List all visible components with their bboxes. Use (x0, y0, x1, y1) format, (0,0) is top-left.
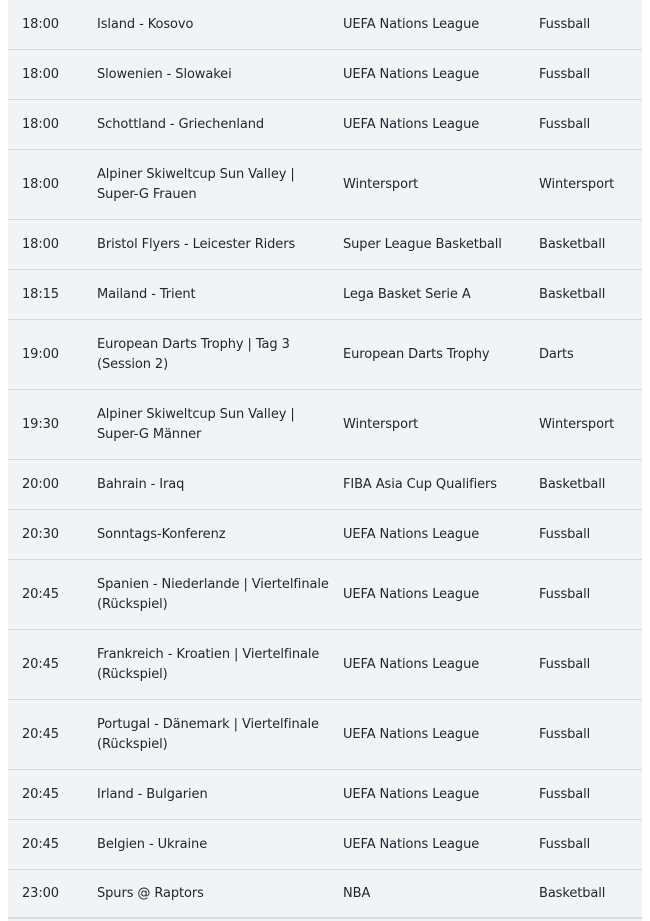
time-cell: 20:45 (22, 786, 59, 802)
time-cell: 18:00 (22, 176, 59, 192)
sport-cell: Basketball (539, 885, 606, 901)
event-cell: Bahrain - Iraq (97, 476, 185, 492)
time-cell: 20:45 (22, 656, 59, 672)
sport-cell: Fussball (539, 526, 591, 542)
time-cell: 20:45 (22, 586, 59, 602)
time-cell: 18:00 (22, 66, 59, 82)
sport-cell: Fussball (539, 66, 591, 82)
competition-cell: Wintersport (343, 416, 419, 432)
competition-cell: UEFA Nations League (343, 656, 480, 672)
table-row[interactable] (8, 50, 642, 100)
event-cell: Irland - Bulgarien (97, 786, 208, 802)
sport-cell: Basketball (539, 236, 606, 252)
competition-cell: UEFA Nations League (343, 66, 480, 82)
event-cell: Island - Kosovo (97, 16, 194, 32)
time-cell: 18:00 (22, 16, 59, 32)
time-cell: 20:00 (22, 476, 59, 492)
table-row[interactable] (8, 0, 642, 50)
event-cell: Bristol Flyers - Leicester Riders (97, 236, 296, 252)
event-cell: Alpiner Skiweltcup Sun Valley | Super-G Frauen (97, 166, 295, 202)
time-cell: 18:00 (22, 116, 59, 132)
time-cell: 19:30 (22, 416, 59, 432)
event-cell: Schottland - Griechenland (97, 116, 265, 132)
event-cell: Spanien - Niederlande | Viertelfinale (Rückspiel) (97, 576, 329, 612)
competition-cell: UEFA Nations League (343, 726, 480, 742)
event-cell: Spurs @ Raptors (97, 885, 204, 901)
event-cell: Slowenien - Slowakei (97, 66, 232, 82)
time-cell: 20:45 (22, 726, 59, 742)
table-row[interactable] (8, 270, 642, 320)
event-cell: Sonntags-Konferenz (97, 526, 226, 542)
event-cell: Belgien - Ukraine (97, 836, 208, 852)
time-cell: 19:00 (22, 346, 59, 362)
sport-cell: Fussball (539, 656, 591, 672)
event-cell: Alpiner Skiweltcup Sun Valley | Super-G Männer (97, 406, 295, 442)
time-cell: 23:00 (22, 885, 59, 901)
table-row[interactable] (8, 560, 642, 630)
competition-cell: Lega Basket Serie A (343, 286, 471, 302)
competition-cell: UEFA Nations League (343, 586, 480, 602)
table-row[interactable] (8, 700, 642, 770)
competition-cell: UEFA Nations League (343, 526, 480, 542)
competition-cell: Wintersport (343, 176, 419, 192)
sport-cell: Basketball (539, 476, 606, 492)
sport-cell: Fussball (539, 836, 591, 852)
sport-cell: Basketball (539, 286, 606, 302)
event-cell: Frankreich - Kroatien | Viertelfinale (Rückspiel) (97, 646, 320, 682)
sport-cell: Darts (539, 346, 574, 362)
table-row[interactable] (8, 390, 642, 460)
table-row[interactable] (8, 630, 642, 700)
event-cell: European Darts Trophy | Tag 3 (Session 2) (97, 336, 290, 372)
event-cell: Mailand - Trient (97, 286, 196, 302)
schedule-table (8, 0, 642, 921)
table-row[interactable] (8, 820, 642, 870)
table-row[interactable] (8, 770, 642, 820)
competition-cell: Super League Basketball (343, 236, 502, 252)
sport-cell: Wintersport (539, 416, 615, 432)
table-row[interactable] (8, 320, 642, 390)
time-cell: 20:30 (22, 526, 59, 542)
table-row[interactable] (8, 870, 642, 919)
sport-cell: Fussball (539, 726, 591, 742)
time-cell: 20:45 (22, 836, 59, 852)
time-cell: 18:00 (22, 236, 59, 252)
competition-cell: UEFA Nations League (343, 16, 480, 32)
competition-cell: UEFA Nations League (343, 836, 480, 852)
competition-cell: FIBA Asia Cup Qualifiers (343, 476, 497, 492)
sport-cell: Fussball (539, 16, 591, 32)
competition-cell: UEFA Nations League (343, 786, 480, 802)
time-cell: 18:15 (22, 286, 59, 302)
sport-cell: Fussball (539, 586, 591, 602)
sport-cell: Wintersport (539, 176, 615, 192)
sport-cell: Fussball (539, 786, 591, 802)
competition-cell: European Darts Trophy (343, 346, 490, 362)
table-row[interactable] (8, 460, 642, 510)
table-row[interactable] (8, 100, 642, 150)
table-row[interactable] (8, 150, 642, 220)
competition-cell: UEFA Nations League (343, 116, 480, 132)
sport-cell: Fussball (539, 116, 591, 132)
table-row[interactable] (8, 510, 642, 560)
event-cell: Portugal - Dänemark | Viertelfinale (Rückspiel) (97, 716, 319, 752)
competition-cell: NBA (343, 885, 371, 901)
table-row[interactable] (8, 220, 642, 270)
